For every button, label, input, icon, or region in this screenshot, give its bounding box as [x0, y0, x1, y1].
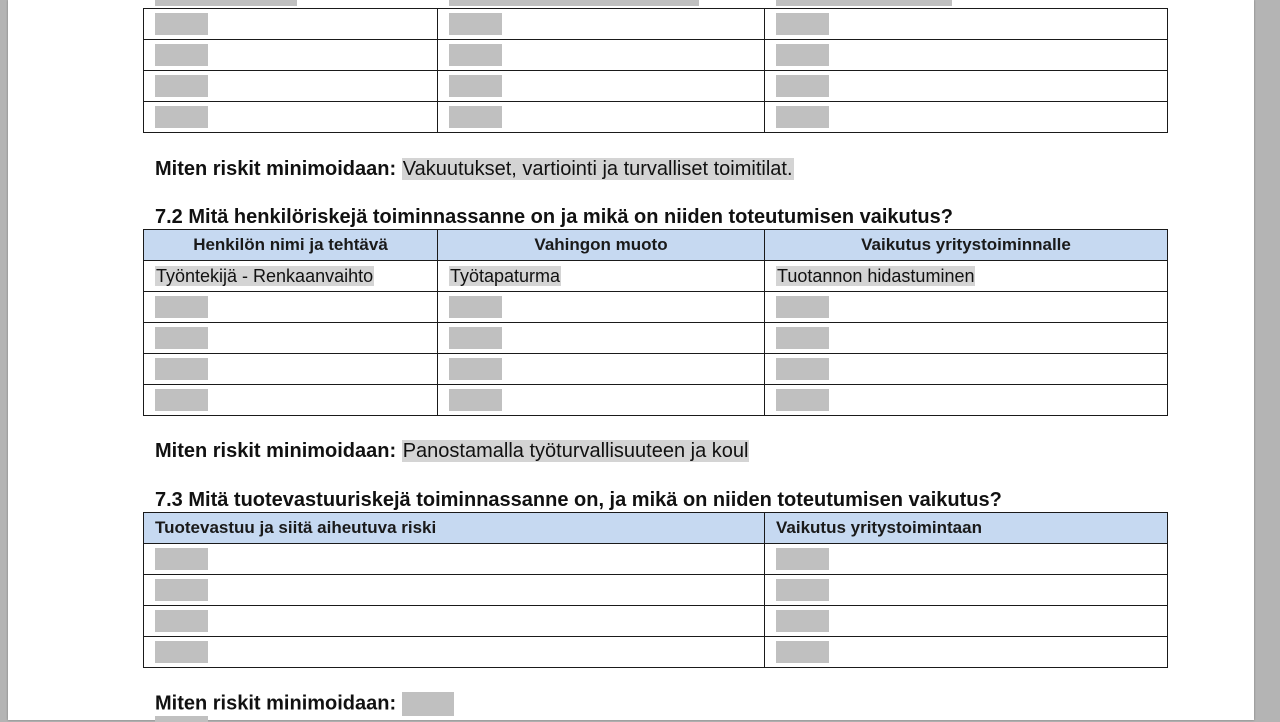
table-cell[interactable] [438, 292, 765, 323]
table-cell[interactable] [765, 354, 1168, 385]
table-cell[interactable] [144, 354, 438, 385]
clipped-field [449, 0, 699, 6]
table-cell[interactable] [438, 385, 765, 416]
clipped-field [776, 0, 952, 6]
column-header: Henkilön nimi ja tehtävä [144, 230, 438, 261]
table-cell[interactable] [765, 9, 1168, 40]
table-cell[interactable] [438, 71, 765, 102]
table-row [144, 575, 1168, 606]
table-row [144, 606, 1168, 637]
form-field[interactable] [776, 296, 829, 318]
table-header-row [144, 230, 1168, 261]
document-page [8, 0, 1254, 720]
form-field[interactable] [449, 44, 502, 66]
column-header: Vahingon muoto [438, 230, 765, 261]
minimize-answer-field[interactable]: Vakuutukset, vartiointi ja turvalliset toimitilat. [402, 158, 793, 180]
table-cell[interactable] [765, 575, 1168, 606]
table-cell[interactable] [144, 71, 438, 102]
table-cell[interactable] [144, 102, 438, 133]
form-field[interactable] [449, 296, 502, 318]
form-field[interactable] [155, 610, 208, 632]
column-header: Vaikutus yritystoimintaan [765, 513, 1168, 544]
risk-minimization-paragraph [155, 692, 454, 716]
table-cell[interactable] [144, 606, 765, 637]
form-field[interactable] [776, 327, 829, 349]
form-field[interactable] [776, 13, 829, 35]
table-header-row [144, 513, 1168, 544]
table-cell[interactable] [144, 544, 765, 575]
risk-minimization-paragraph [155, 158, 794, 181]
form-field[interactable] [776, 389, 829, 411]
form-field[interactable] [155, 641, 208, 663]
form-field[interactable] [776, 75, 829, 97]
table-cell[interactable] [438, 354, 765, 385]
table-cell[interactable] [144, 575, 765, 606]
table-cell[interactable] [765, 606, 1168, 637]
table-row [144, 102, 1168, 133]
table-row [144, 637, 1168, 668]
form-field[interactable]: Tuotannon hidastuminen [777, 265, 975, 286]
form-field[interactable] [155, 579, 208, 601]
table-cell[interactable] [438, 102, 765, 133]
form-field[interactable] [155, 106, 208, 128]
table-cell[interactable] [765, 637, 1168, 668]
table-personal-risks [143, 229, 1168, 416]
form-field[interactable] [449, 327, 502, 349]
table-cell[interactable] [144, 323, 438, 354]
table-cell[interactable] [144, 40, 438, 71]
form-field[interactable] [155, 296, 208, 318]
table-cell[interactable] [144, 261, 438, 292]
form-field[interactable]: Työntekijä - Renkaanvaihto [156, 265, 374, 286]
form-field[interactable] [776, 106, 829, 128]
column-header: Tuotevastuu ja siitä aiheutuva riski [144, 513, 765, 544]
table-row [144, 385, 1168, 416]
form-field[interactable] [776, 579, 829, 601]
form-field[interactable] [449, 13, 502, 35]
table-cell[interactable] [765, 292, 1168, 323]
section-heading-7-2: 7.2 Mitä henkilöriskejä toiminnassanne on ja mikä on niiden toteutumisen vaikutus? [155, 206, 953, 228]
form-field[interactable] [155, 548, 208, 570]
form-field[interactable] [155, 389, 208, 411]
form-field[interactable] [155, 13, 208, 35]
table-cell[interactable] [438, 40, 765, 71]
form-field[interactable] [776, 641, 829, 663]
form-field[interactable] [449, 106, 502, 128]
minimize-label: Miten riskit minimoidaan: [155, 158, 397, 180]
minimize-answer-field[interactable] [402, 692, 454, 716]
table-cell[interactable] [144, 292, 438, 323]
table-cell[interactable] [144, 385, 438, 416]
form-field[interactable] [776, 358, 829, 380]
table-cell[interactable] [765, 323, 1168, 354]
table-cell[interactable] [144, 9, 438, 40]
risk-minimization-paragraph [155, 440, 749, 463]
table-cell[interactable] [765, 40, 1168, 71]
form-field[interactable] [155, 327, 208, 349]
table-cell[interactable] [144, 637, 765, 668]
table-row [144, 40, 1168, 71]
table-cell[interactable] [438, 323, 765, 354]
table-row [144, 71, 1168, 102]
form-field[interactable] [449, 75, 502, 97]
form-field[interactable] [776, 548, 829, 570]
table-row [144, 544, 1168, 575]
table-cell[interactable] [438, 9, 765, 40]
form-field[interactable] [449, 358, 502, 380]
form-field[interactable] [449, 389, 502, 411]
table-previous-section [143, 8, 1168, 133]
table-product-liability-risks [143, 512, 1168, 668]
table-cell[interactable] [765, 261, 1168, 292]
section-heading-7-3: 7.3 Mitä tuotevastuuriskejä toiminnassanne on, ja mikä on niiden toteutumisen vaikutus? [155, 489, 1002, 511]
table-cell[interactable] [765, 102, 1168, 133]
table-cell[interactable] [765, 544, 1168, 575]
minimize-answer-field[interactable]: Panostamalla työturvallisuuteen ja koul [402, 440, 749, 462]
table-row [144, 9, 1168, 40]
table-row [144, 323, 1168, 354]
form-field[interactable] [155, 75, 208, 97]
table-row [144, 354, 1168, 385]
table-cell[interactable] [765, 385, 1168, 416]
clipped-field [155, 0, 297, 6]
form-field[interactable] [155, 44, 208, 66]
table-cell[interactable] [438, 261, 765, 292]
table-cell[interactable] [765, 71, 1168, 102]
column-header: Vaikutus yritystoiminnalle [765, 230, 1168, 261]
form-field[interactable] [776, 610, 829, 632]
minimize-label: Miten riskit minimoidaan: [155, 692, 397, 715]
table-row [144, 261, 1168, 292]
form-field[interactable]: Työtapaturma [450, 265, 561, 286]
form-field[interactable] [776, 44, 829, 66]
clipped-field [155, 716, 208, 722]
table-row [144, 292, 1168, 323]
minimize-label: Miten riskit minimoidaan: [155, 440, 397, 462]
form-field[interactable] [155, 358, 208, 380]
